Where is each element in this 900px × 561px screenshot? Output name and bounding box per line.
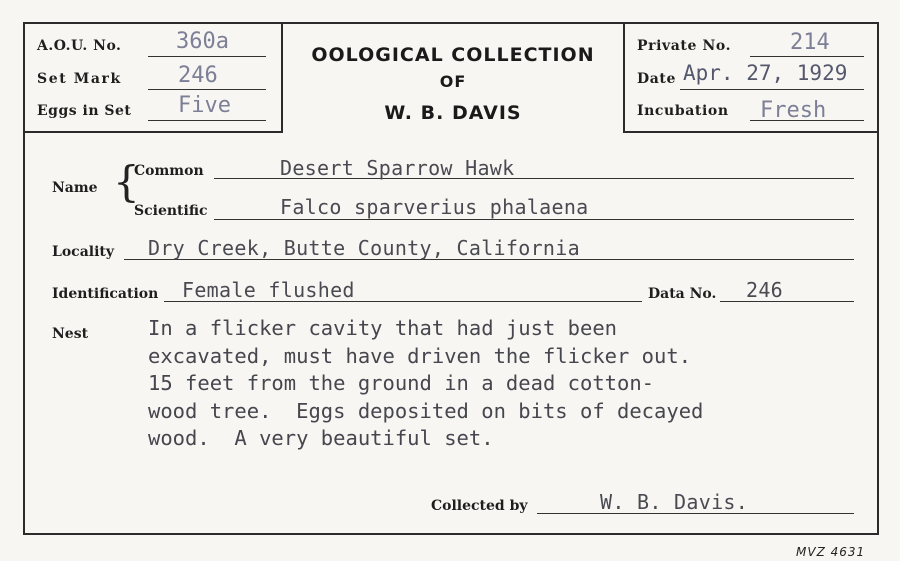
data-no-label: Data No. [648,286,717,302]
collection-title: OOLOGICAL COLLECTION [311,44,595,66]
catalog-number: MVZ 4631 [796,545,866,559]
date-value: Apr. 27, 1929 [683,61,848,85]
aou-label: A.O.U. No. [37,38,122,54]
identification-value: Female flushed [182,278,355,302]
locality-label: Locality [52,244,115,260]
name-label: Name [52,180,98,196]
scientific-label: Scientific [134,203,208,219]
aou-value: 360a [176,29,229,54]
incubation-value: Fresh [760,98,827,123]
private-no-label: Private No. [637,38,732,54]
data-no-value: 246 [746,278,784,302]
eggs-in-set-value: Five [178,93,231,118]
locality-value: Dry Creek, Butte County, California [148,236,580,260]
set-mark-value: 246 [178,63,218,88]
eggs-in-set-line [148,120,266,121]
nest-label: Nest [52,326,89,342]
identification-label: Identification [52,286,159,302]
private-no-line [750,56,864,57]
scientific-name-value: Falco sparverius phalaena [280,195,589,219]
set-mark-label: Set Mark [37,71,122,87]
private-no-value: 214 [790,30,830,55]
incubation-label: Incubation [637,103,729,119]
common-name-value: Desert Sparrow Hawk [280,156,515,180]
set-mark-line [148,89,266,90]
collection-title-of: OF [439,72,467,91]
common-label: Common [134,163,204,179]
collected-by-label: Collected by [431,498,528,514]
eggs-in-set-label: Eggs in Set [37,103,132,119]
collector-name-title: W. B. DAVIS [384,102,522,124]
nest-description: In a flicker cavity that had just been excavated, must have driven the flicker out. 15 feet from the ground in a dead cotton- wood tree. Eggs deposited on bits of decayed wood. A very beautiful set. [148,316,704,450]
date-label: Date [637,71,676,87]
collected-by-value: W. B. Davis. [600,490,749,514]
name-brace: { [113,157,140,206]
scientific-line [214,219,854,220]
date-line [680,89,864,90]
aou-line [148,56,266,57]
data-no-line [720,301,854,302]
